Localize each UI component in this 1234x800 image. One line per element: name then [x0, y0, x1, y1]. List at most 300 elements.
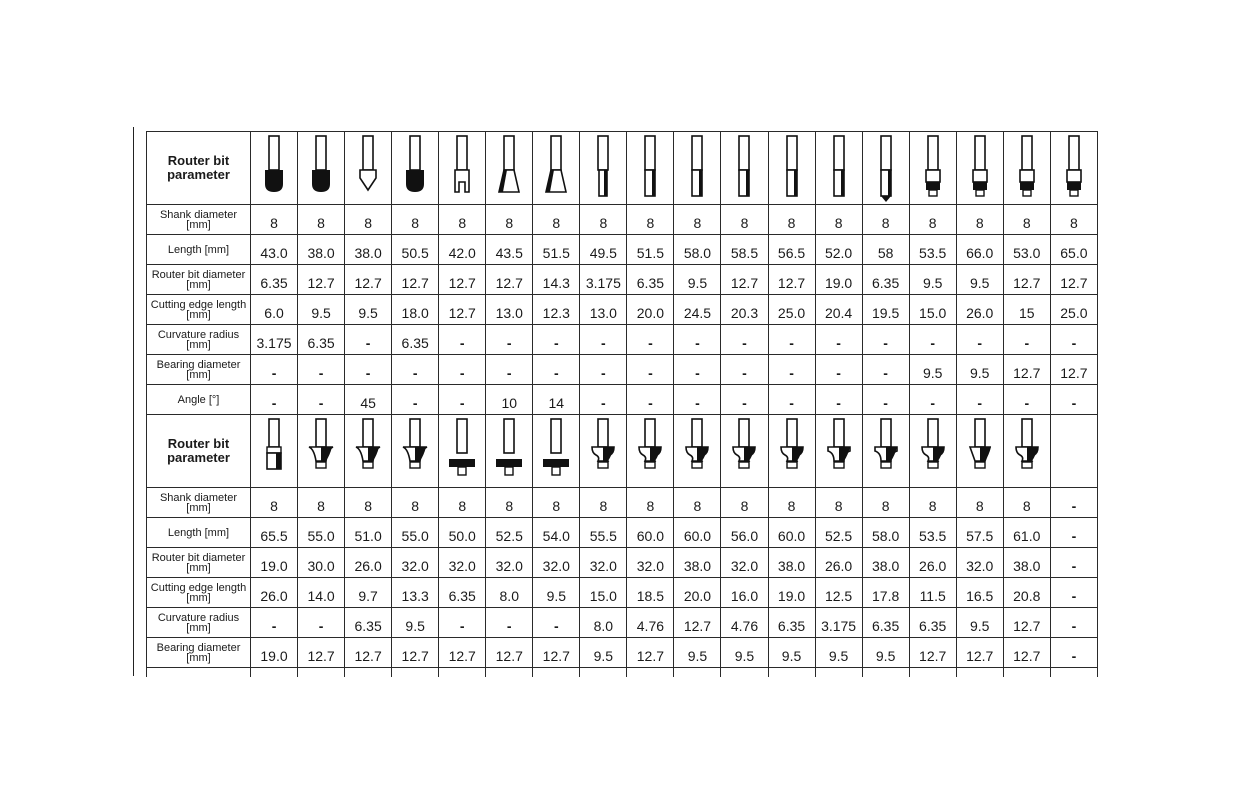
value-cell [1003, 265, 1050, 295]
value-text: 8 [270, 497, 278, 514]
value-cell [721, 235, 768, 265]
value-text: 53.5 [919, 244, 947, 261]
parameter-name: Shank diameter [159, 491, 238, 504]
value-cell [533, 578, 580, 608]
value-cell [815, 295, 862, 325]
empty-cell [721, 668, 768, 678]
value-cell [439, 548, 486, 578]
parameter-row [147, 608, 1098, 638]
value-cell [345, 235, 392, 265]
value-text: - [459, 364, 465, 381]
value-text: 38.0 [777, 557, 806, 574]
value-text: - [930, 394, 936, 411]
flush-trim-bearing-bit-icon [957, 134, 1003, 202]
value-text: 30.0 [307, 557, 335, 574]
ogee-bearing-bit-icon [769, 417, 815, 485]
bit-image-cell [956, 132, 1003, 205]
parameter-name: Length [mm] [167, 243, 230, 256]
value-cell [251, 638, 298, 668]
value-cell [627, 355, 674, 385]
value-cell [674, 325, 721, 355]
value-text: 3.175 [585, 274, 621, 291]
value-cell [1003, 578, 1050, 608]
value-text: 12.7 [636, 647, 665, 664]
value-cell [627, 518, 674, 548]
value-cell [956, 265, 1003, 295]
value-text: 8 [411, 214, 420, 231]
value-text: 25.0 [777, 304, 806, 321]
value-text: 13.0 [495, 304, 523, 321]
value-text: - [318, 364, 324, 381]
value-text: - [459, 394, 465, 411]
value-cell [251, 265, 298, 295]
value-text: 12.7 [730, 274, 759, 291]
value-cell [439, 578, 486, 608]
value-text: 12.7 [1013, 617, 1041, 634]
value-cell [815, 578, 862, 608]
empty-cell [956, 668, 1003, 678]
value-cell [345, 205, 392, 235]
parameter-name: Cutting edge length [150, 581, 247, 594]
value-cell [580, 355, 627, 385]
value-cell [768, 265, 815, 295]
bit-image-cell [1050, 132, 1097, 205]
value-cell [392, 325, 439, 355]
value-text: 8 [411, 497, 420, 514]
value-cell [251, 235, 298, 265]
value-text: 14.0 [307, 587, 335, 604]
value-cell [956, 608, 1003, 638]
parameter-name: Bearing diameter [156, 641, 241, 654]
value-text: 38.0 [354, 244, 382, 261]
value-text: 12.7 [1013, 647, 1041, 664]
value-cell [956, 548, 1003, 578]
value-cell [815, 638, 862, 668]
value-cell [1050, 295, 1097, 325]
parameter-label [147, 488, 251, 518]
value-cell [392, 638, 439, 668]
value-text: - [271, 617, 277, 634]
value-cell [533, 235, 580, 265]
bit-image-cell [956, 415, 1003, 488]
parameter-label [147, 518, 251, 548]
parameter-name: Curvature radius [157, 328, 240, 341]
value-text: - [459, 617, 465, 634]
bit-image-cell [862, 132, 909, 205]
beading-bearing-bit-icon [816, 417, 862, 485]
value-cell [768, 638, 815, 668]
value-text: 9.5 [734, 647, 755, 664]
value-text: 38.0 [683, 557, 712, 574]
value-cell [721, 205, 768, 235]
value-text: 15 [1018, 304, 1035, 321]
bit-image-cell [721, 415, 768, 488]
value-text: - [601, 394, 606, 411]
value-text: 3.175 [256, 334, 292, 351]
ogee-bearing-bit-icon [580, 417, 626, 485]
value-cell [392, 355, 439, 385]
value-text: 43.5 [495, 244, 523, 261]
value-cell [627, 295, 674, 325]
bit-image-cell [392, 415, 439, 488]
parameter-row [147, 235, 1098, 265]
value-cell [486, 205, 533, 235]
value-cell [721, 518, 768, 548]
slot-cutter-bit-icon [439, 417, 485, 485]
ogee-bearing-bit-icon [1004, 417, 1050, 485]
value-cell [392, 578, 439, 608]
value-cell [721, 608, 768, 638]
value-cell [345, 518, 392, 548]
value-cell [486, 355, 533, 385]
value-cell [674, 265, 721, 295]
value-cell [1050, 265, 1097, 295]
value-text: 26.0 [260, 587, 288, 604]
value-text: - [553, 334, 559, 351]
value-cell [533, 325, 580, 355]
value-cell [298, 265, 345, 295]
value-text: 12.7 [1013, 364, 1041, 381]
value-cell [862, 235, 909, 265]
bit-image-cell [533, 415, 580, 488]
value-cell [1003, 638, 1050, 668]
value-text: 9.7 [358, 587, 378, 604]
value-text: 16.0 [730, 587, 759, 604]
value-text: - [318, 394, 324, 411]
value-text: 26.0 [966, 304, 994, 321]
parameter-name: Router bit diameter [151, 551, 246, 564]
empty-cell [533, 668, 580, 678]
value-cell [909, 518, 956, 548]
value-text: 8 [552, 214, 561, 231]
value-text: 51.5 [542, 244, 570, 261]
parameter-unit: [mm] [186, 651, 211, 664]
empty-cell [627, 668, 674, 678]
value-text: 11.5 [919, 587, 946, 604]
value-text: 9.5 [358, 304, 378, 321]
value-cell [345, 638, 392, 668]
value-text: 6.35 [354, 617, 382, 634]
value-text: 8 [834, 214, 843, 231]
value-text: 6.35 [872, 274, 900, 291]
value-text: 61.0 [1013, 527, 1041, 544]
parameter-name: Router bit diameter [151, 268, 246, 281]
value-cell [815, 488, 862, 518]
bit-image-cell [1050, 415, 1097, 488]
value-text: - [506, 334, 512, 351]
value-cell [815, 385, 862, 415]
value-cell [815, 325, 862, 355]
value-text: 32.0 [448, 557, 476, 574]
parameter-unit: [mm] [186, 621, 211, 634]
value-cell [768, 235, 815, 265]
empty-cell [862, 668, 909, 678]
parameter-unit: [mm] [186, 278, 211, 291]
bit-image-cell [815, 132, 862, 205]
value-text: 9.5 [687, 274, 708, 291]
value-cell [1003, 235, 1050, 265]
value-cell [580, 518, 627, 548]
value-text: 8 [693, 214, 702, 231]
value-cell [251, 578, 298, 608]
value-cell [298, 608, 345, 638]
value-cell [815, 265, 862, 295]
value-cell [909, 578, 956, 608]
value-cell [674, 548, 721, 578]
empty-cell [251, 668, 298, 678]
value-cell [674, 488, 721, 518]
value-text: 8 [740, 497, 749, 514]
value-text: 6.35 [448, 587, 476, 604]
value-text: 8 [1022, 497, 1031, 514]
value-cell [298, 205, 345, 235]
truncated-row [147, 668, 1098, 678]
value-text: - [695, 394, 700, 411]
bit-images-row [147, 415, 1098, 488]
parameter-label [147, 205, 251, 235]
value-text: - [695, 364, 700, 381]
value-cell [439, 608, 486, 638]
value-text: - [789, 394, 794, 411]
value-cell [768, 385, 815, 415]
value-text: 32.0 [730, 557, 759, 574]
value-text: 8 [693, 497, 702, 514]
bit-image-cell [627, 132, 674, 205]
value-text: 9.5 [311, 304, 331, 321]
cove-bearing-bit-icon [298, 417, 344, 485]
value-cell [298, 548, 345, 578]
value-text: 6.35 [636, 274, 665, 291]
value-cell [956, 638, 1003, 668]
value-text: 58.0 [683, 244, 712, 261]
value-text: 18.5 [636, 587, 665, 604]
value-text: 50.0 [448, 527, 476, 544]
value-cell [439, 205, 486, 235]
value-cell [768, 518, 815, 548]
value-text: 26.0 [824, 557, 853, 574]
value-cell [392, 488, 439, 518]
value-cell [862, 385, 909, 415]
value-text: - [883, 394, 888, 411]
value-text: 12.7 [448, 274, 476, 291]
value-cell [721, 265, 768, 295]
value-text: 56.0 [730, 527, 759, 544]
value-cell [580, 295, 627, 325]
value-text: 8 [834, 497, 843, 514]
value-cell [533, 205, 580, 235]
value-cell [956, 355, 1003, 385]
value-cell [721, 295, 768, 325]
value-cell [956, 488, 1003, 518]
value-text: 60.0 [636, 527, 665, 544]
value-text: 4.76 [636, 617, 665, 634]
empty-cell [439, 668, 486, 678]
value-text: - [271, 364, 277, 381]
bit-image-cell [627, 415, 674, 488]
value-cell [298, 235, 345, 265]
value-cell [251, 518, 298, 548]
bit-image-cell [439, 132, 486, 205]
v-groove-bit-icon [345, 134, 391, 202]
value-cell [345, 548, 392, 578]
value-cell [627, 578, 674, 608]
value-text: 12.7 [1060, 364, 1088, 381]
value-text: - [836, 334, 841, 351]
value-cell [580, 235, 627, 265]
bit-image-cell [580, 132, 627, 205]
value-cell [721, 355, 768, 385]
value-text: - [459, 334, 465, 351]
value-text: 32.0 [966, 557, 994, 574]
value-text: 58 [877, 244, 894, 261]
value-cell [1050, 205, 1097, 235]
value-cell [909, 205, 956, 235]
value-text: 8 [646, 497, 655, 514]
value-text: 8 [787, 497, 796, 514]
value-text: 45 [360, 394, 376, 411]
value-text: - [601, 334, 606, 351]
parameter-row [147, 518, 1098, 548]
value-cell [486, 385, 533, 415]
value-cell [862, 205, 909, 235]
value-cell [627, 325, 674, 355]
value-cell [1003, 325, 1050, 355]
value-cell [251, 608, 298, 638]
value-text: 38.0 [872, 557, 900, 574]
value-cell [627, 235, 674, 265]
value-cell [533, 265, 580, 295]
straight-thin-bit-icon [580, 134, 626, 202]
value-text: - [506, 364, 512, 381]
value-text: 6.0 [264, 304, 284, 321]
value-cell [721, 385, 768, 415]
value-cell [956, 578, 1003, 608]
value-cell [345, 325, 392, 355]
value-cell [674, 518, 721, 548]
value-text: 32.0 [636, 557, 665, 574]
value-cell [627, 205, 674, 235]
value-text: 12.7 [542, 647, 570, 664]
value-text: 12.7 [495, 274, 523, 291]
parameter-unit: [mm] [186, 218, 211, 231]
value-cell [439, 295, 486, 325]
bit-image-cell [533, 132, 580, 205]
value-text: - [412, 394, 418, 411]
value-cell [251, 488, 298, 518]
parameter-label [147, 385, 251, 415]
value-text: 8 [646, 214, 655, 231]
value-cell [1050, 488, 1097, 518]
value-text: 54.0 [542, 527, 570, 544]
value-text: - [601, 364, 606, 381]
value-cell [439, 488, 486, 518]
value-text: 65.0 [1060, 244, 1088, 261]
value-text: 8 [458, 497, 467, 514]
value-text: - [742, 364, 747, 381]
value-text: 8 [505, 214, 514, 231]
value-cell [580, 608, 627, 638]
point-cutting-bit-icon [863, 134, 909, 202]
parameter-name: Curvature radius [157, 611, 240, 624]
value-text: 8 [505, 497, 514, 514]
value-cell [298, 518, 345, 548]
value-cell [298, 325, 345, 355]
value-text: - [789, 364, 794, 381]
value-cell [486, 295, 533, 325]
value-text: - [742, 394, 747, 411]
value-cell [533, 638, 580, 668]
parameter-label [147, 548, 251, 578]
value-text: 4.76 [730, 617, 759, 634]
value-cell [392, 295, 439, 325]
router-bit-table [146, 131, 1098, 677]
value-cell [580, 385, 627, 415]
value-cell [439, 265, 486, 295]
value-text: - [506, 617, 512, 634]
value-text: 9.5 [922, 364, 943, 381]
value-text: - [553, 617, 559, 634]
value-text: 58.5 [730, 244, 759, 261]
ogee-bearing-bit-icon [721, 417, 767, 485]
value-text: 20.3 [730, 304, 759, 321]
value-cell [956, 385, 1003, 415]
value-cell [392, 385, 439, 415]
value-text: 8 [1022, 214, 1031, 231]
flush-trim-bearing-bit-icon [910, 134, 956, 202]
parameter-row [147, 638, 1098, 668]
parameter-label [147, 608, 251, 638]
value-cell [251, 295, 298, 325]
bit-image-cell [298, 132, 345, 205]
value-text: 60.0 [683, 527, 712, 544]
value-cell [392, 608, 439, 638]
bit-image-cell [251, 415, 298, 488]
bit-image-cell [1003, 132, 1050, 205]
empty-cell [674, 668, 721, 678]
value-cell [768, 488, 815, 518]
value-cell [251, 355, 298, 385]
bit-image-cell [674, 415, 721, 488]
value-text: 53.5 [919, 527, 947, 544]
value-cell [815, 548, 862, 578]
value-cell [956, 205, 1003, 235]
bit-image-cell [439, 415, 486, 488]
value-cell [298, 638, 345, 668]
value-text: 9.5 [828, 647, 849, 664]
value-cell [768, 205, 815, 235]
value-text: 12.7 [401, 274, 429, 291]
value-text: 14 [548, 394, 565, 411]
value-text: 8.0 [593, 617, 614, 634]
value-text: - [836, 394, 841, 411]
value-text: - [977, 334, 983, 351]
straight-bit-icon [627, 134, 673, 202]
value-cell [439, 235, 486, 265]
flush-trim-bearing-bit-icon [1051, 134, 1097, 202]
value-cell [1003, 608, 1050, 638]
value-text: 65.5 [260, 527, 288, 544]
value-cell [345, 265, 392, 295]
value-text: 12.5 [824, 587, 853, 604]
value-cell [909, 638, 956, 668]
roman-ogee-bearing-bit-icon [674, 417, 720, 485]
value-text: - [648, 394, 653, 411]
dovetail-large-bit-icon [533, 134, 579, 202]
value-cell [580, 578, 627, 608]
value-cell [486, 548, 533, 578]
value-text: 20.0 [636, 304, 665, 321]
value-cell [909, 295, 956, 325]
